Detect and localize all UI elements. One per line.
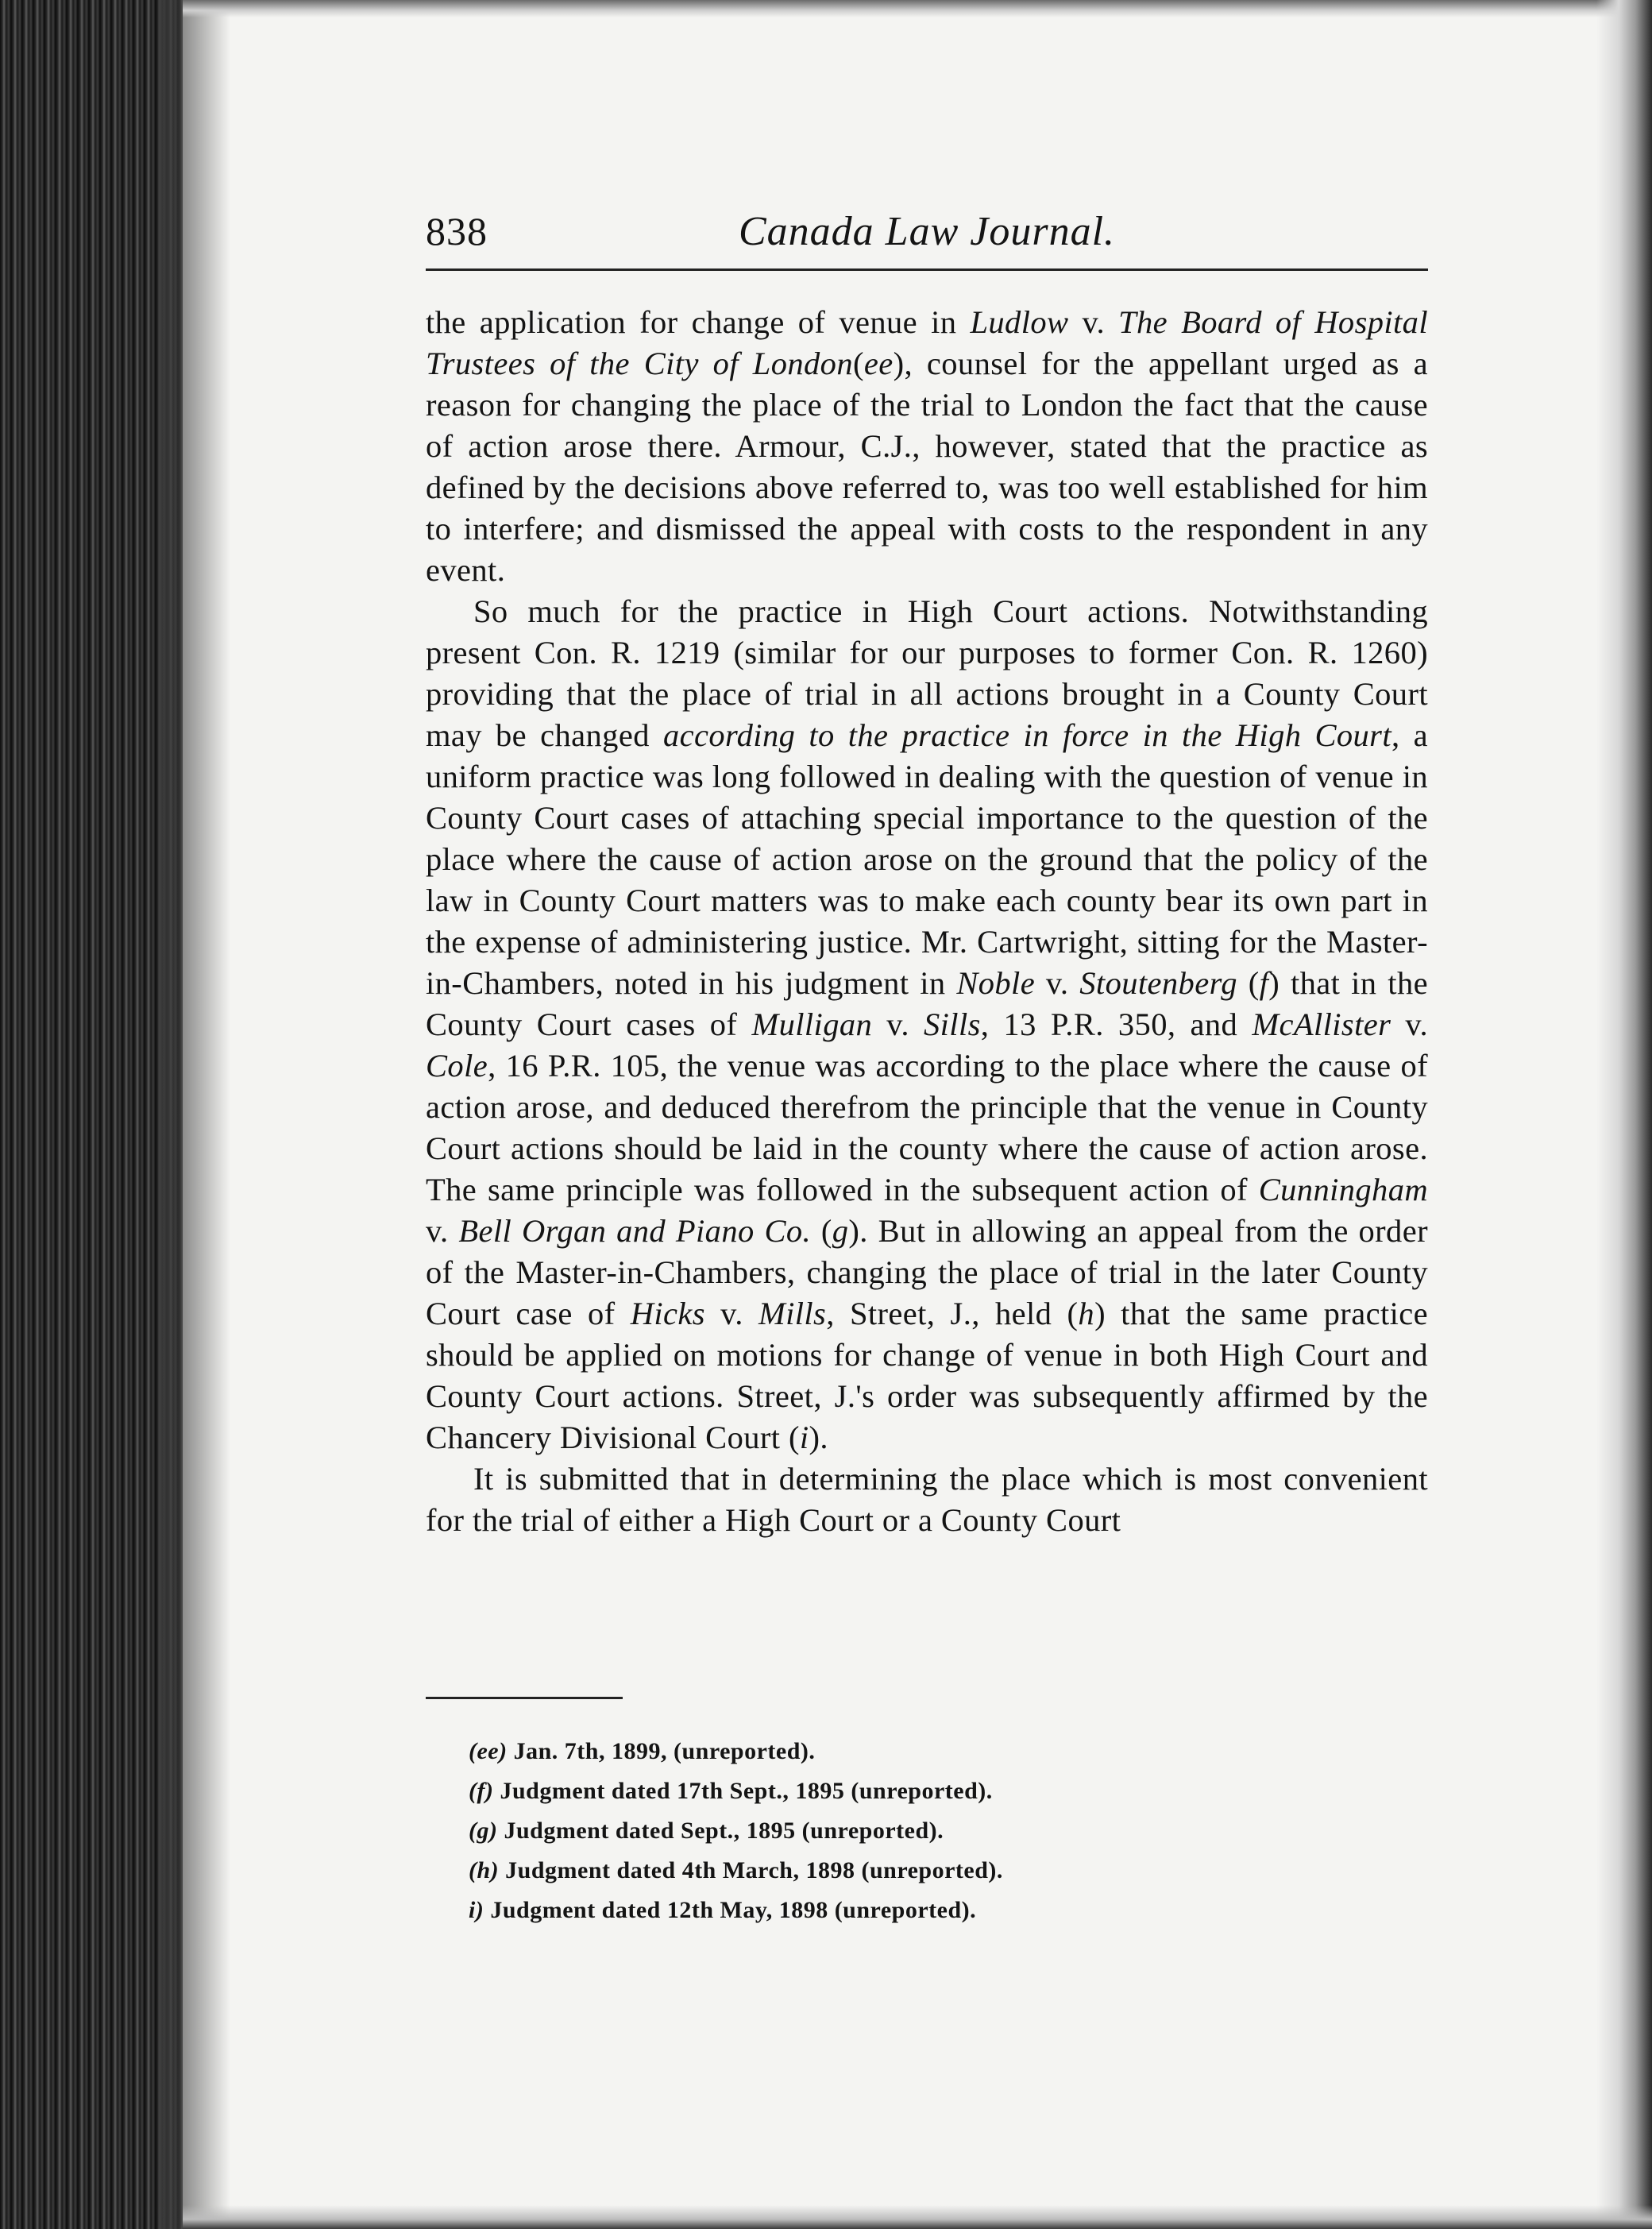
page-number: 838: [426, 209, 488, 253]
running-head: Canada Law Journal.: [738, 209, 1116, 254]
page-header: [426, 208, 1428, 272]
italic-run: Cole: [426, 1048, 488, 1084]
italic-run: Sills: [923, 1006, 981, 1042]
text-run: It is submitted that in determining the place which is most convenient for the trial of either a High Court or a County Court: [426, 1461, 1428, 1538]
footnote-text: Judgment dated 12th May, 1898 (unreported).: [490, 1897, 977, 1923]
italic-run: i: [799, 1420, 809, 1455]
italic-run: h: [1078, 1296, 1095, 1331]
text-run: v.: [1068, 304, 1119, 340]
footnote-rule: [426, 1697, 623, 1699]
text-run: the application for change of venue in: [426, 304, 971, 340]
text-run: , Street, J., held (: [826, 1296, 1079, 1331]
paragraph-1: [426, 302, 1428, 591]
bottom-page-edge: [183, 2205, 1652, 2229]
footnote-text: Judgment dated 4th March, 1898 (unreported).: [505, 1857, 1003, 1883]
italic-run: McAllister: [1252, 1006, 1391, 1042]
footnote-i: [469, 1891, 1342, 1930]
text-run: v.: [872, 1006, 924, 1042]
italic-run: f: [1259, 965, 1269, 1001]
text-run: v.: [1035, 965, 1080, 1001]
footnote-mark: (h): [469, 1857, 500, 1883]
footnote-ee: [469, 1732, 1342, 1771]
article-body: [426, 302, 1428, 1541]
right-page-edge: [1596, 0, 1652, 2229]
footnote-text: Judgment dated Sept., 1895 (unreported).: [504, 1818, 944, 1844]
text-run: ) that in the County Court cases of: [426, 965, 1428, 1042]
footnote-h: [469, 1851, 1342, 1891]
italic-run: Hicks: [630, 1296, 705, 1331]
text-run: , 16 P.R. 105, the venue was according to the place where the cause of action arose, and deduced therefrom the principle that the venue in County Court actions should be laid in the county where the cause of action arose. The same principle was followed in the subsequent action of: [426, 1048, 1428, 1207]
footnote-g: [469, 1811, 1342, 1851]
text-run: ).: [809, 1420, 828, 1455]
text-run: v.: [704, 1296, 758, 1331]
text-run: ). But in allowing an appeal from the order of the Master-in-Chambers, changing the place of trial in the later County Court case of: [426, 1213, 1428, 1331]
top-page-edge: [183, 0, 1652, 17]
text-run: (: [1237, 965, 1260, 1001]
footnote-mark: (ee): [469, 1738, 508, 1764]
footnote-f: [469, 1771, 1342, 1811]
italic-run: ee: [863, 346, 894, 381]
book-binding-edge: [0, 0, 183, 2229]
italic-run: Noble: [956, 965, 1036, 1001]
italic-run: The Board of Hospital Trustees of the City of London: [426, 304, 1428, 381]
italic-run: Stoutenberg: [1079, 965, 1237, 1001]
italic-run: Mills: [758, 1296, 827, 1331]
footnote-mark: i): [469, 1897, 484, 1923]
italic-run: Bell Organ and Piano Co.: [458, 1213, 812, 1249]
footnote-mark: (f): [469, 1778, 494, 1804]
italic-run: according to the practice in force in the High Court: [662, 717, 1391, 753]
italic-run: Mulligan: [751, 1006, 873, 1042]
footnote-text: Jan. 7th, 1899, (unreported).: [513, 1738, 816, 1764]
italic-run: Cunningham: [1258, 1172, 1428, 1207]
footnote-mark: (g): [469, 1818, 498, 1844]
text-run: , a uniform practice was long followed in dealing with the question of venue in County Court cases of attaching special importance to the question of the place where the cause of action arose on the ground that the policy of the law in County Court matters was to make each county bear its own part in the expense of administering justice. Mr. Cartwright, sitting for the Master-in-Chambers, noted in his judgment in: [426, 717, 1428, 1001]
italic-run: g: [832, 1213, 849, 1249]
text-run: So much for the practice in High Court actions. Notwithstanding present Con. R. 1219 (similar for our purposes to former Con. R. 1260) providing that the place of trial in all actions brought in a County Court may be changed: [426, 593, 1428, 753]
text-run: (: [852, 346, 864, 381]
paragraph-3: [426, 1458, 1428, 1541]
footnotes: [469, 1732, 1342, 1930]
text-run: v.: [1391, 1006, 1428, 1042]
italic-run: Ludlow: [970, 304, 1069, 340]
binding-shadow: [159, 0, 230, 2229]
text-run: ) that the same practice should be applied on motions for change of venue in both High Court and County Court actions. Street, J.'s order was subsequently affirmed by the Chancery Divisional Court (: [426, 1296, 1428, 1455]
paragraph-2: [426, 591, 1428, 1458]
text-run: v.: [426, 1213, 459, 1249]
footnote-text: Judgment dated 17th Sept., 1895 (unreported).: [500, 1778, 993, 1804]
text-run: ), counsel for the appellant urged as a reason for changing the place of the trial to London the fact that the cause of action arose there. Armour, C.J., however, stated that the practice as defined by the decisions above referred to, was too well established for him to interfere; and dismissed the appeal with costs to the respondent in any event.: [426, 346, 1428, 588]
text-run: (: [811, 1213, 832, 1249]
text-run: , 13 P.R. 350, and: [980, 1006, 1253, 1042]
header-rule: [426, 268, 1428, 271]
